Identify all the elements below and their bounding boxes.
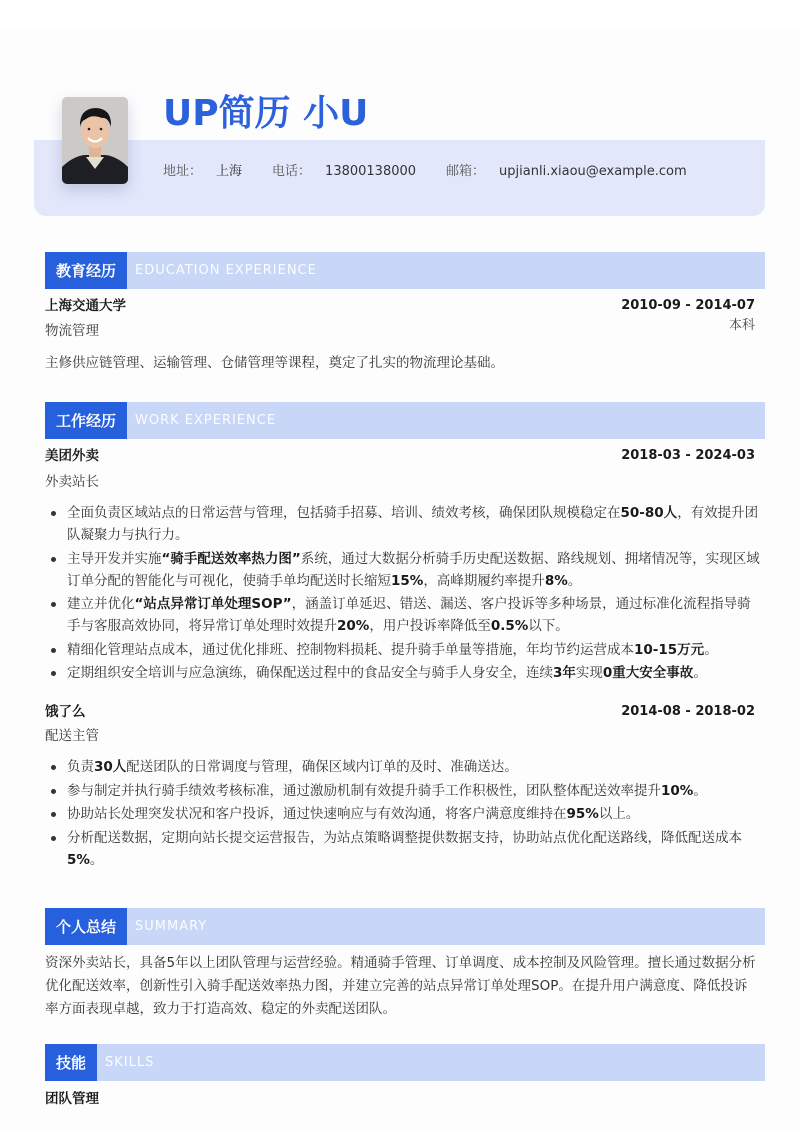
bullet-item: 分析配送数据，定期向站长提交运营报告，为站点策略调整提供数据支持，协助站点优化配送路线，降低配送成本5%。 [45, 827, 760, 871]
bullet-item: 负责30人配送团队的日常调度与管理，确保区域内订单的及时、准确送达。 [45, 756, 760, 778]
section-title-en: SKILLS [105, 1055, 155, 1070]
phone-value: 13800138000 [325, 164, 417, 179]
section-skills-header [45, 1044, 765, 1081]
job-bullets [45, 502, 760, 686]
section-work-header [45, 402, 765, 439]
skill-item: 团队管理 [45, 1091, 99, 1107]
job-dates: 2018-03 - 2024-03 [621, 448, 755, 463]
email-value: upjianli.xiaou@example.com [499, 164, 687, 179]
section-title-cn: 技能 [45, 1044, 97, 1081]
section-summary-header [45, 908, 765, 945]
person-photo-icon [62, 97, 128, 184]
education-dates: 2010-09 - 2014-07 [621, 298, 755, 313]
school-name: 上海交通大学 [45, 298, 126, 314]
section-education-header [45, 252, 765, 289]
email-label: 邮箱： [446, 164, 486, 179]
section-title-cn: 个人总结 [45, 908, 127, 945]
major: 物流管理 [45, 323, 99, 339]
section-title-en: EDUCATION EXPERIENCE [135, 263, 317, 278]
bullet-item: 精细化管理站点成本，通过优化排班、控制物料损耗、提升骑手单量等措施，年均节约运营成本10-15万元。 [45, 639, 760, 661]
company-name: 饿了么 [45, 704, 86, 720]
bullet-item: 全面负责区域站点的日常运营与管理，包括骑手招募、培训、绩效考核，确保团队规模稳定在50-80人，有效提升团队凝聚力与执行力。 [45, 502, 760, 546]
section-title-en: SUMMARY [135, 919, 208, 934]
section-title-en: WORK EXPERIENCE [135, 413, 277, 428]
candidate-name: UP简历 小U [163, 93, 369, 134]
section-title-cn: 工作经历 [45, 402, 127, 439]
education-description: 主修供应链管理、运输管理、仓储管理等课程，奠定了扎实的物流理论基础。 [45, 355, 504, 371]
address-label: 地址： [163, 164, 203, 179]
job-dates: 2014-08 - 2018-02 [621, 704, 755, 719]
summary-text: 资深外卖站长，具备5年以上团队管理与运营经验。精通骑手管理、订单调度、成本控制及风险管理。擅长通过数据分析优化配送效率，创新性引入骑手配送效率热力图，并建立完善的站点异常订单处理SOP。在提升用户满意度、降低投诉率方面表现卓越，致力于打造高效、稳定的外卖配送团队。 [45, 955, 756, 1017]
contact-info [163, 163, 717, 181]
address-value: 上海 [216, 164, 243, 179]
job-role: 外卖站长 [45, 474, 99, 490]
section-title-cn: 教育经历 [45, 252, 127, 289]
phone-label: 电话： [272, 164, 312, 179]
bullet-item: 参与制定并执行骑手绩效考核标准，通过激励机制有效提升骑手工作积极性，团队整体配送效率提升10%。 [45, 780, 760, 802]
job-bullets [45, 756, 760, 872]
bullet-item: 定期组织安全培训与应急演练，确保配送过程中的食品安全与骑手人身安全，连续3年实现0重大安全事故。 [45, 662, 760, 684]
degree: 本科 [728, 318, 755, 333]
job-role: 配送主管 [45, 728, 99, 744]
bullet-item: 主导开发并实施“骑手配送效率热力图”系统，通过大数据分析骑手历史配送数据、路线规划、拥堵情况等，实现区域订单分配的智能化与可视化，使骑手单均配送时长缩短15%，高峰期履约率提升8%。 [45, 548, 760, 592]
profile-photo [62, 97, 128, 184]
bullet-item: 建立并优化“站点异常订单处理SOP”，涵盖订单延迟、错送、漏送、客户投诉等多种场景，通过标准化流程指导骑手与客服高效协同，将异常订单处理时效提升20%，用户投诉率降低至0.5%以下。 [45, 593, 760, 637]
bullet-item: 协助站长处理突发状况和客户投诉，通过快速响应与有效沟通，将客户满意度维持在95%以上。 [45, 803, 760, 825]
company-name: 美团外卖 [45, 448, 99, 464]
